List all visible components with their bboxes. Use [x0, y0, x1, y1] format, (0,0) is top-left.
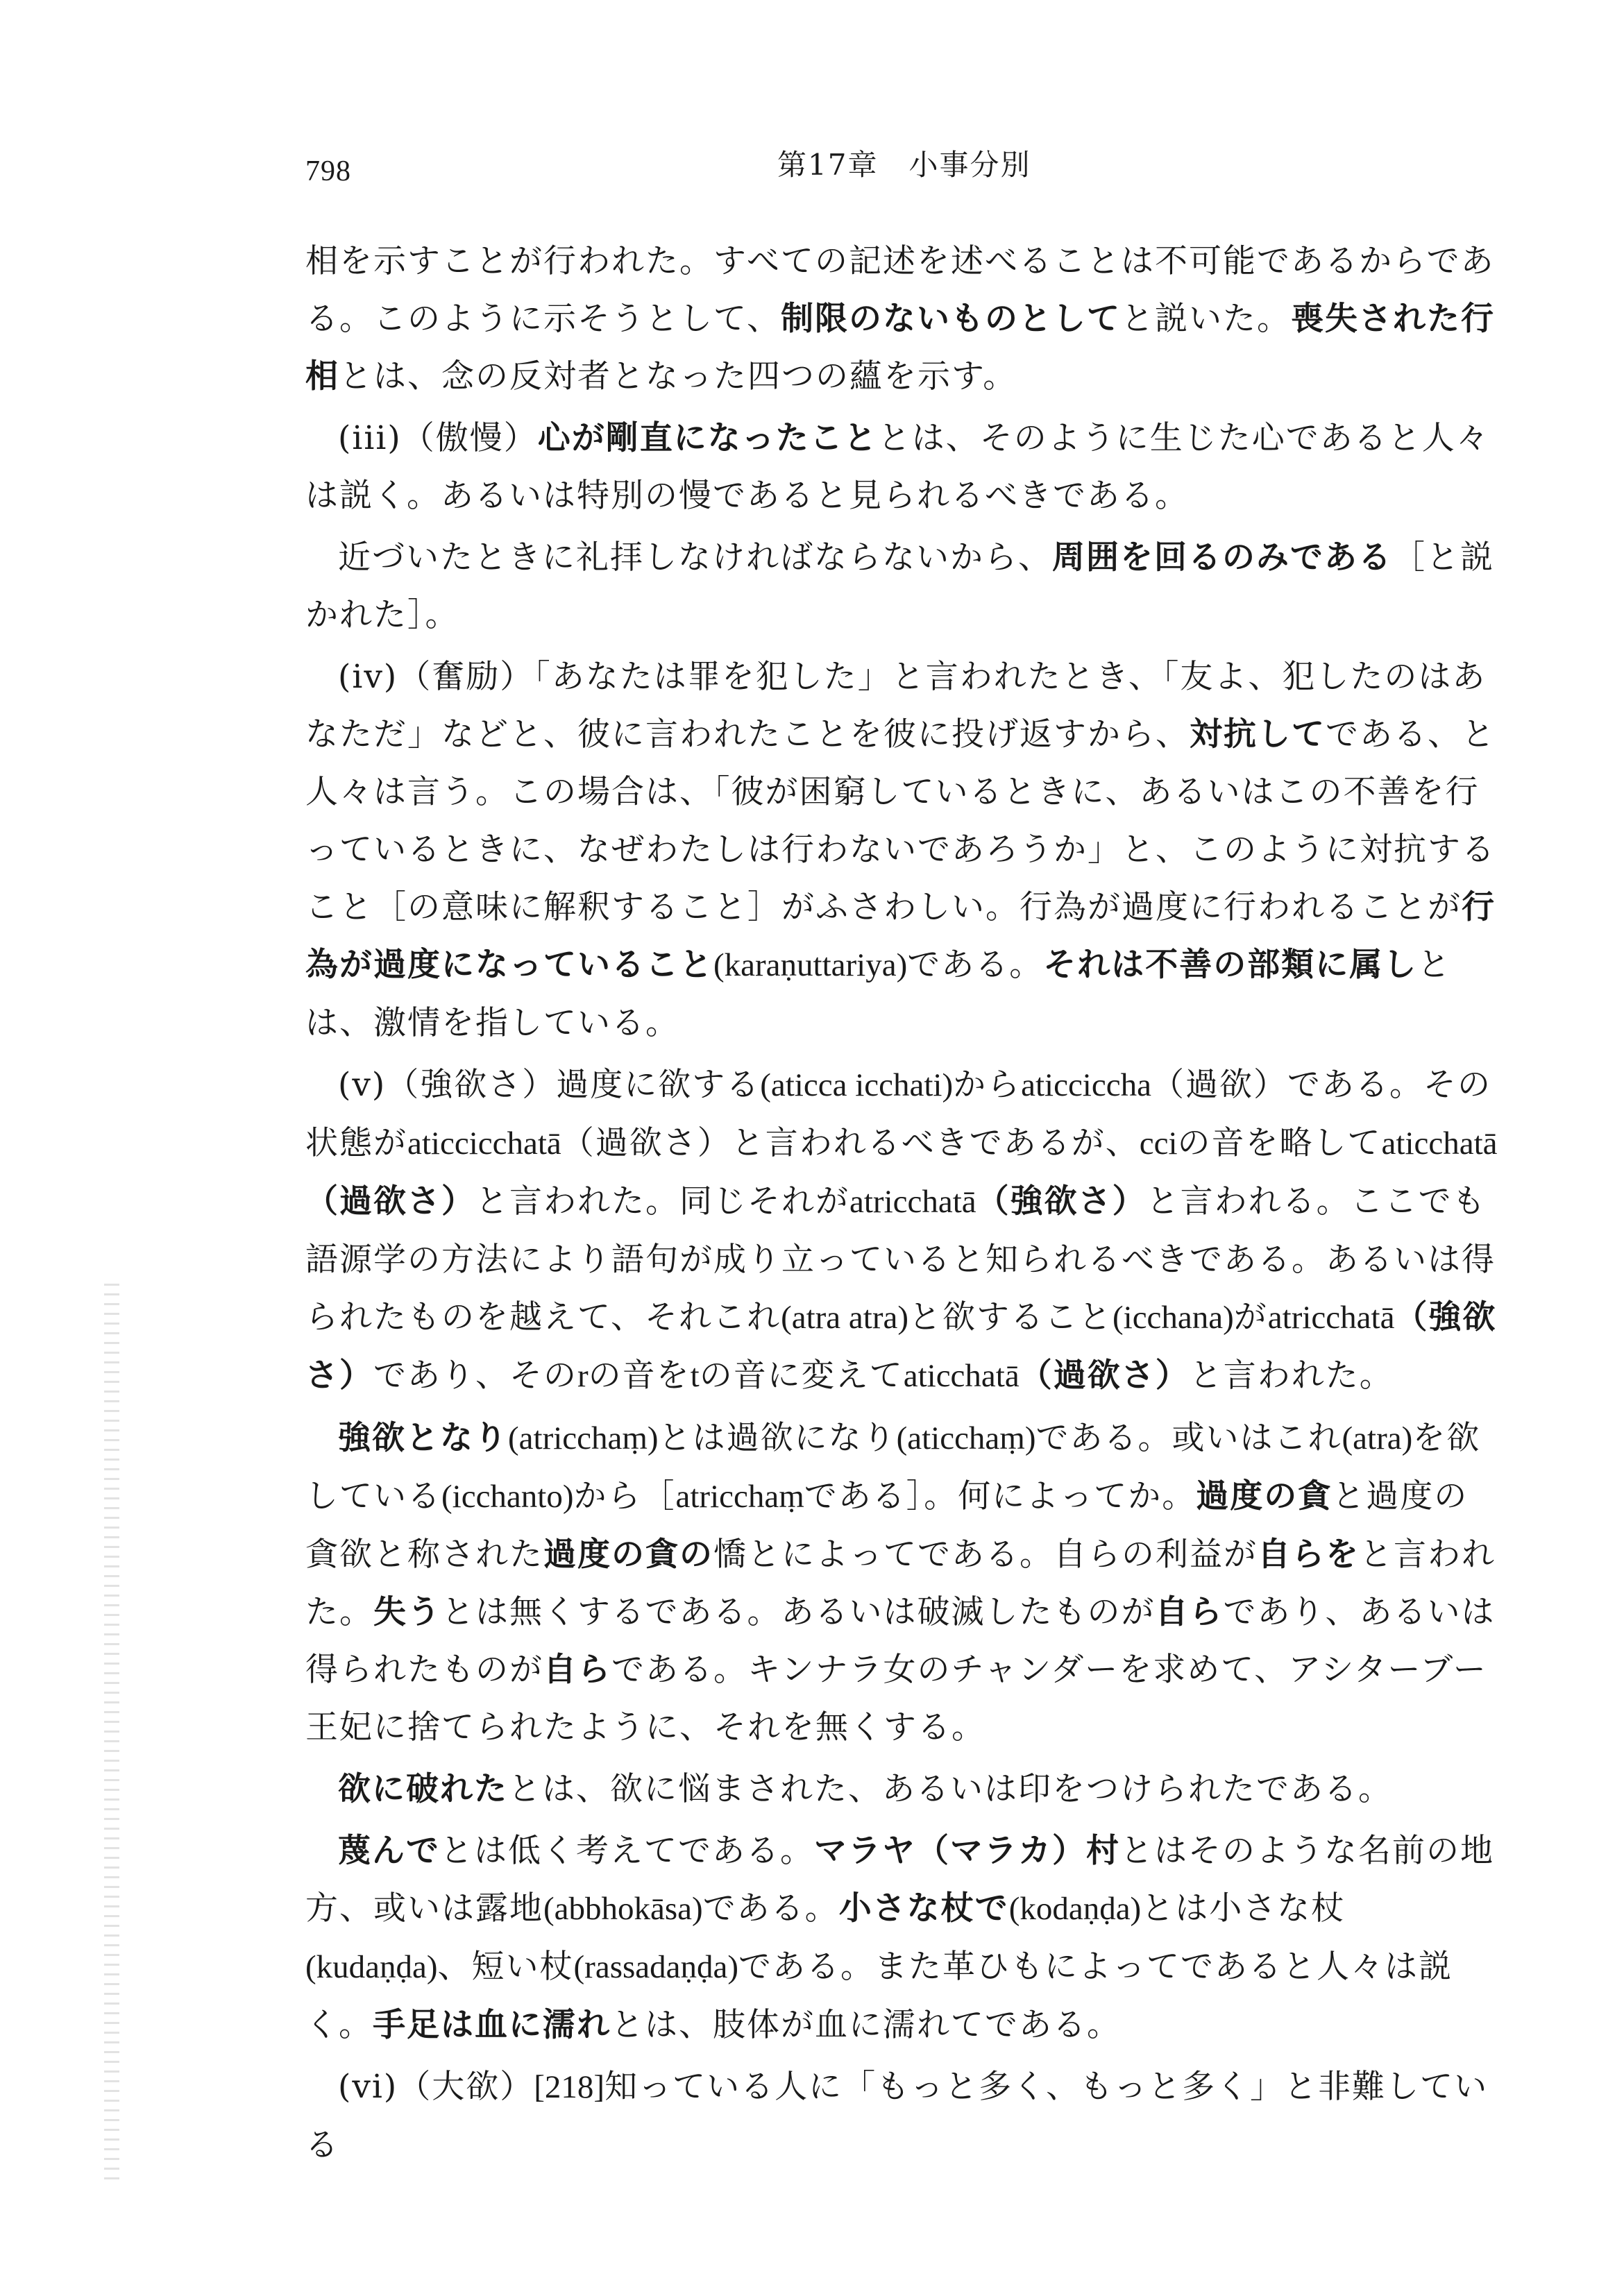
bold-term: 喪失された行相: [305, 300, 1496, 396]
latin-term: atricchatā: [1267, 1300, 1395, 1336]
latin-term: (aticchaṃ): [896, 1420, 1036, 1456]
latin-term: atricchaṃ: [675, 1479, 804, 1515]
bold-term: 手足は血に濡れ: [373, 2006, 611, 2044]
text-run: である、と人々は言う。この場合は、「彼が困窮しているときに、あるいはこの不善を行っているときに、なぜわたしは行わないであろうか」と、このように対抗すること［の意味に解釈すること］がふさわしい。行為が過度に行われることが: [305, 715, 1496, 926]
bold-term: 失う: [373, 1593, 441, 1631]
text-run: とは、念の反対者となった四つの蘊を示す。: [339, 357, 1017, 396]
latin-term: (atra): [1342, 1420, 1413, 1456]
text-run: である。: [702, 1889, 839, 1928]
chapter-title: 第17章 小事分別: [777, 148, 1031, 182]
paragraph: [305, 529, 1499, 644]
bold-term: 自ら: [543, 1651, 611, 1689]
text-run: であり、あるいは得られたものが: [305, 1593, 1496, 1689]
latin-term: atricchatā: [849, 1184, 976, 1220]
paragraph: [305, 1409, 1499, 1756]
paragraph: [305, 1056, 1499, 1405]
paragraph: [305, 648, 1499, 1052]
text-run: （過欲）である。その状態が: [305, 1066, 1491, 1162]
text-run: とは、そのように生じた心であると人々は説く。あるいは特別の慢であると見られるべきである。: [305, 419, 1490, 515]
text-run: が: [1233, 1298, 1268, 1336]
bold-term: 自ら: [1155, 1593, 1224, 1631]
latin-term: cci: [1139, 1125, 1178, 1162]
text-run: と言われた。: [1189, 1357, 1394, 1395]
text-run: とは小さな杖: [1141, 1889, 1346, 1928]
latin-term: (atricchaṃ): [508, 1420, 659, 1456]
paragraph: [305, 1760, 1499, 1818]
bold-term: （強欲さ）: [305, 1298, 1497, 1395]
latin-term: [218]: [534, 2069, 605, 2105]
text-run: である］。何によってか。: [804, 1477, 1196, 1515]
bold-term: （過欲さ）: [305, 1182, 475, 1221]
bold-term: 過度の貪: [1196, 1477, 1333, 1515]
text-run: と言われた。: [305, 1536, 1496, 1631]
bold-term: 小さな杖で: [838, 1889, 1009, 1928]
text-run: と説いた。: [1121, 300, 1292, 338]
text-run: である。: [907, 946, 1044, 984]
text-run: とは、激情を指している。: [305, 946, 1452, 1042]
latin-term: (atra atra): [781, 1300, 908, 1336]
text-run: とは、肢体が血に濡れてである。: [611, 2006, 1122, 2044]
text-run: ［と説かれた］。: [305, 538, 1494, 634]
bold-term: 周囲を回るのみである: [1052, 538, 1392, 577]
latin-term: (rassadaṇḍa): [573, 1949, 739, 1985]
bold-term: 蔑んで: [338, 1832, 440, 1870]
latin-term: (karaṇuttariya): [713, 947, 908, 983]
text-run: とはそのような名前の地方、或いは露地: [305, 1832, 1494, 1928]
text-run: (v)（強欲さ）過度に欲する: [338, 1066, 761, 1104]
scan-edge-marks: [104, 1284, 119, 2186]
bold-term: （強欲さ）: [976, 1182, 1147, 1221]
bold-term: 過度の貪の: [543, 1536, 713, 1574]
latin-term: (icchana): [1112, 1300, 1234, 1336]
text-run: (iii)（傲慢）: [338, 419, 538, 457]
text-run: の音を略して: [1177, 1124, 1382, 1162]
bold-term: 行為が過度になっていること: [305, 888, 1496, 984]
text-run: 相を示すことが行われた。すべての記述を述べることは不可能であるからである。このように示そうとして、: [305, 242, 1495, 338]
text-run: とは低く考えてである。: [440, 1832, 814, 1870]
bold-term: 強欲となり: [338, 1419, 508, 1457]
latin-term: (abbhokāsa): [543, 1891, 703, 1927]
bold-term: 欲に破れた: [338, 1770, 508, 1808]
latin-term: (kudaṇḍa): [305, 1949, 438, 1985]
text-run: とは過欲になり: [658, 1419, 897, 1457]
text-run: （過欲さ）と言われるべきであるが、: [561, 1124, 1140, 1162]
text-run: と過度の貪欲と称された: [305, 1477, 1469, 1574]
text-run: と言われる。ここでも語源学の方法により語句が成り立っていると知られるべきである。あるいは得られたものを越えて、それこれ: [305, 1182, 1496, 1336]
text-run: 憍とによってである。自らの利益が: [713, 1536, 1258, 1574]
bold-term: 対抗して: [1190, 715, 1326, 754]
text-run: を欲している: [305, 1419, 1481, 1515]
body-text: [305, 232, 1499, 2174]
text-run: である。また革ひもによってであると人々は説く。: [305, 1948, 1453, 2044]
bold-term: 自らを: [1258, 1536, 1360, 1574]
page-number: 798: [305, 155, 351, 187]
paragraph: [305, 409, 1499, 525]
bold-term: 制限のないものとして: [781, 300, 1122, 338]
text-run: の音に変えて: [699, 1357, 904, 1395]
latin-term: aticchatā: [1381, 1125, 1498, 1162]
latin-term: (aticca icchati): [760, 1067, 954, 1103]
text-run: とは、欲に悩まされた、あるいは印をつけられたである。: [508, 1770, 1392, 1808]
latin-term: r: [577, 1358, 589, 1394]
latin-term: aticciccha: [1021, 1067, 1151, 1103]
bold-term: 心が剛直になったこと: [537, 419, 878, 457]
paragraph: [305, 2058, 1499, 2174]
text-run: と欲すること: [908, 1298, 1113, 1336]
latin-term: aticcicchatā: [407, 1125, 561, 1162]
latin-term: (kodaṇḍa): [1008, 1891, 1142, 1927]
bold-term: それは不善の部類に属し: [1043, 946, 1418, 984]
text-run: (vi)（大欲）: [338, 2068, 534, 2106]
text-run: である。或いはこれ: [1035, 1419, 1342, 1457]
latin-term: aticchatā: [903, 1358, 1020, 1394]
bold-term: （過欲さ）: [1019, 1357, 1190, 1395]
text-run: 、短い杖: [437, 1948, 574, 1986]
text-run: から: [953, 1066, 1022, 1104]
text-run: 知っている人に「もっと多く、もっと多く」と非難している: [305, 2068, 1489, 2164]
latin-term: t: [690, 1358, 700, 1394]
text-run: であり、その: [373, 1357, 577, 1395]
text-run: とは無くするである。あるいは破滅したものが: [441, 1593, 1156, 1631]
text-run: と言われた。同じそれが: [475, 1182, 849, 1221]
bold-term: マラヤ（マラカ）村: [814, 1832, 1120, 1870]
text-run: の音を: [588, 1357, 691, 1395]
text-run: (iv)（奮励）「あなたは罪を犯した」と言われたとき、「友よ、犯したのはあなただ」などと、彼に言われたことを彼に投げ返すから、: [305, 658, 1487, 754]
paragraph: [305, 1822, 1499, 2054]
text-run: 近づいたときに礼拝しなければならないから、: [338, 538, 1052, 577]
latin-term: (icchanto): [441, 1479, 574, 1515]
paragraph: [305, 232, 1499, 405]
text-run: である。キンナラ女のチャンダーを求めて、アシターブー王妃に捨てられたように、それを無くする。: [305, 1651, 1487, 1746]
text-run: から［: [573, 1477, 676, 1515]
page-header: [305, 142, 1444, 191]
